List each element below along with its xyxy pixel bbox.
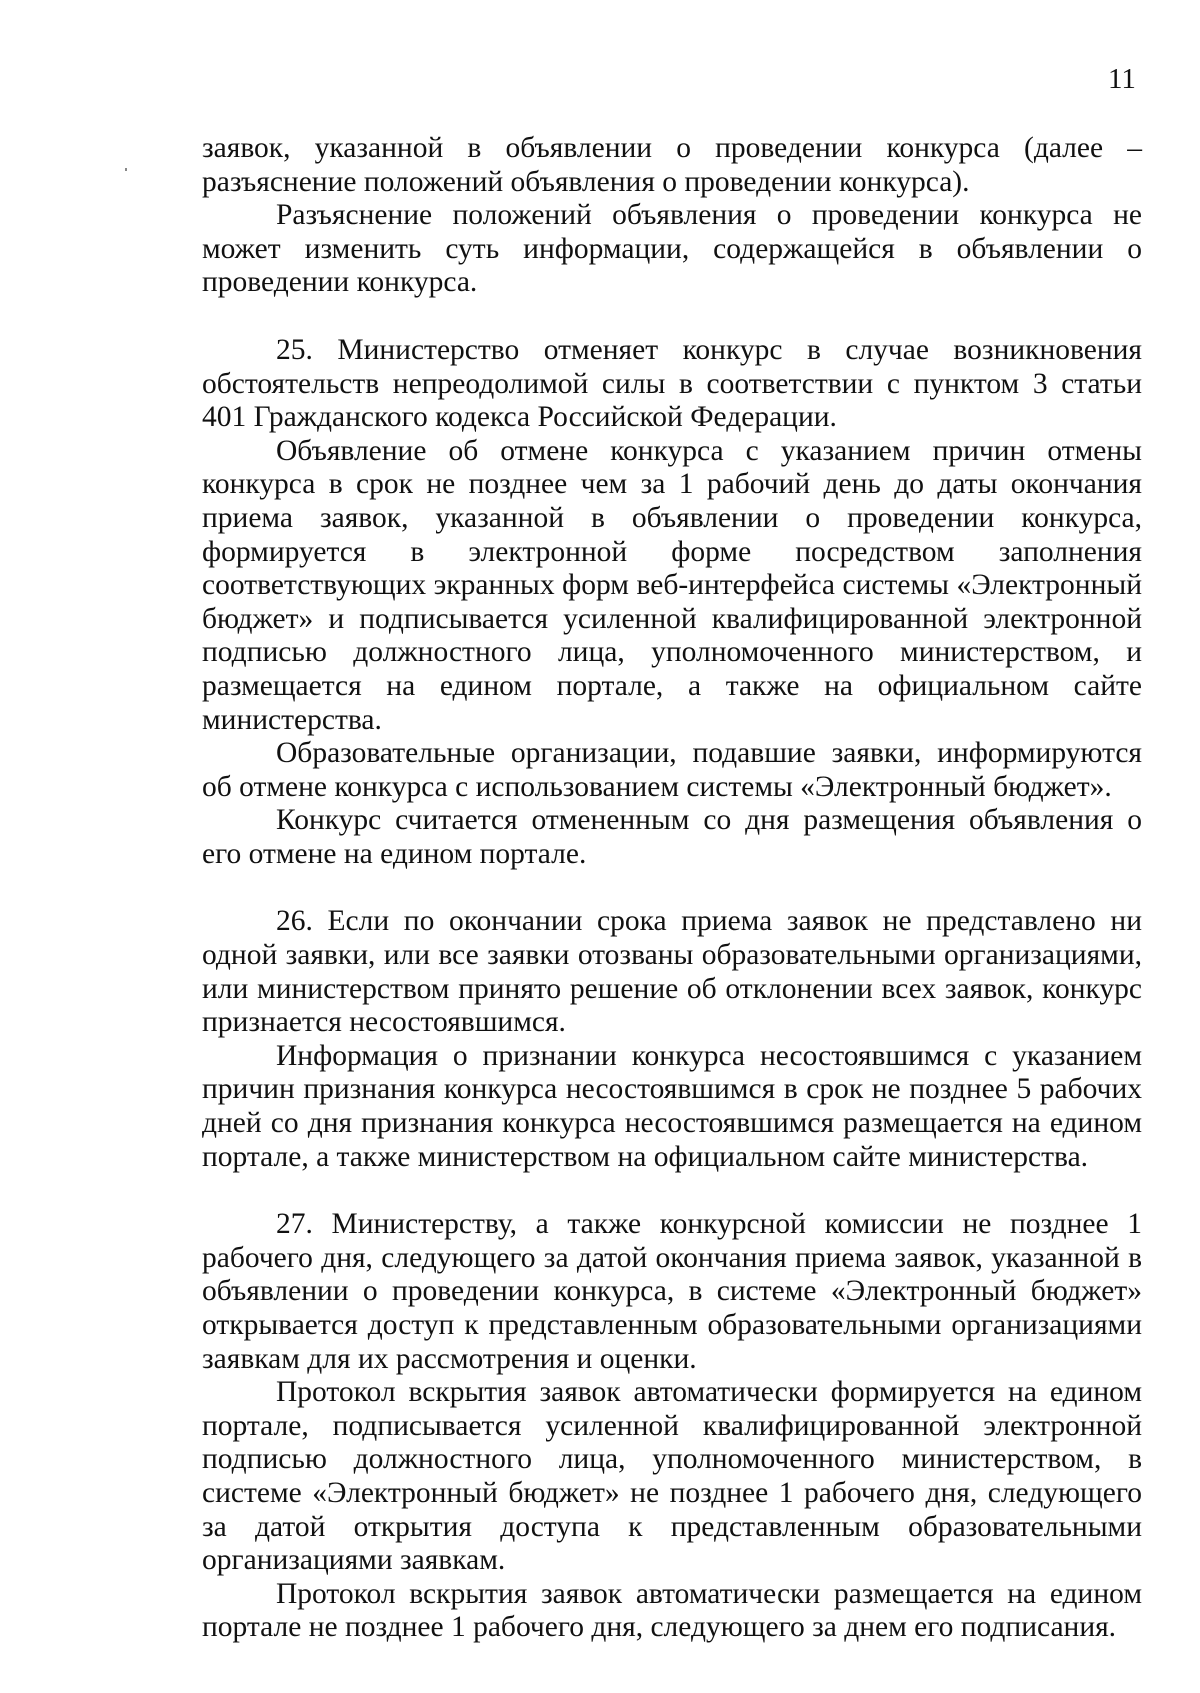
paragraph-item-26: 26. Если по окончании срока приема заявок не представлено ни одной заявки, или все заявки отозваны образовательными организациями, или министерством принято решение об отклонении всех заявок, конкурс признается несостоявшимся. bbox=[202, 905, 1142, 1039]
page-number: 11 bbox=[1108, 63, 1136, 95]
paragraph: Информация о признании конкурса несостоявшимся с указанием причин признания конкурса несостоявшимся в срок не позднее 5 рабочих дней со дня признания конкурса несостоявшимся размещается на едином портале, а также министерством на официальном сайте министерства. bbox=[202, 1039, 1142, 1173]
paragraph: Разъяснение положений объявления о проведении конкурса не может изменить суть информации, содержащейся в объявлении о проведении конкурса. bbox=[202, 199, 1142, 299]
document-body bbox=[202, 132, 1142, 1645]
paragraph-item-25: 25. Министерство отменяет конкурс в случае возникновения обстоятельств непреодолимой силы в соответствии с пунктом 3 статьи 401 Гражданского кодекса Российской Федерации. bbox=[202, 333, 1142, 434]
paragraph: Объявление об отмене конкурса с указанием причин отмены конкурса в срок не позднее чем за 1 рабочий день до даты окончания приема заявок, указанной в объявлении о проведении конкурса, формируется в электронной форме посредством заполнения соответствующих экранных форм веб-интерфейса системы «Электронный бюджет» и подписывается усиленной квалифицированной электронной подписью должностного лица, уполномоченного министерством, и размещается на едином портале, а также на официальном сайте министерства. bbox=[202, 434, 1142, 736]
paragraph: Образовательные организации, подавшие заявки, информируются об отмене конкурса с использованием системы «Электронный бюджет». bbox=[202, 737, 1142, 803]
paragraph: Протокол вскрытия заявок автоматически формируется на едином портале, подписывается усиленной квалифицированной электронной подписью должностного лица, уполномоченного министерством, в системе «Электронный бюджет» не позднее 1 рабочего дня, следующего за датой открытия доступа к представленным образовательными организациями заявкам. bbox=[202, 1376, 1142, 1577]
paragraph: Конкурс считается отмененным со дня размещения объявления о его отмене на едином портале. bbox=[202, 804, 1142, 870]
paragraph-item-27: 27. Министерству, а также конкурсной комиссии не позднее 1 рабочего дня, следующего за датой окончания приема заявок, указанной в объявлении о проведении конкурса, в системе «Электронный бюджет» открывается доступ к представленным образовательными организациями заявкам для их рассмотрения и оценки. bbox=[202, 1208, 1142, 1375]
paragraph-continuation: заявок, указанной в объявлении о проведении конкурса (далее – разъяснение положений объявления о проведении конкурса). bbox=[202, 132, 1142, 198]
scan-artifact bbox=[125, 168, 127, 171]
paragraph: Протокол вскрытия заявок автоматически размещается на едином портале не позднее 1 рабочего дня, следующего за днем его подписания. bbox=[202, 1577, 1142, 1644]
